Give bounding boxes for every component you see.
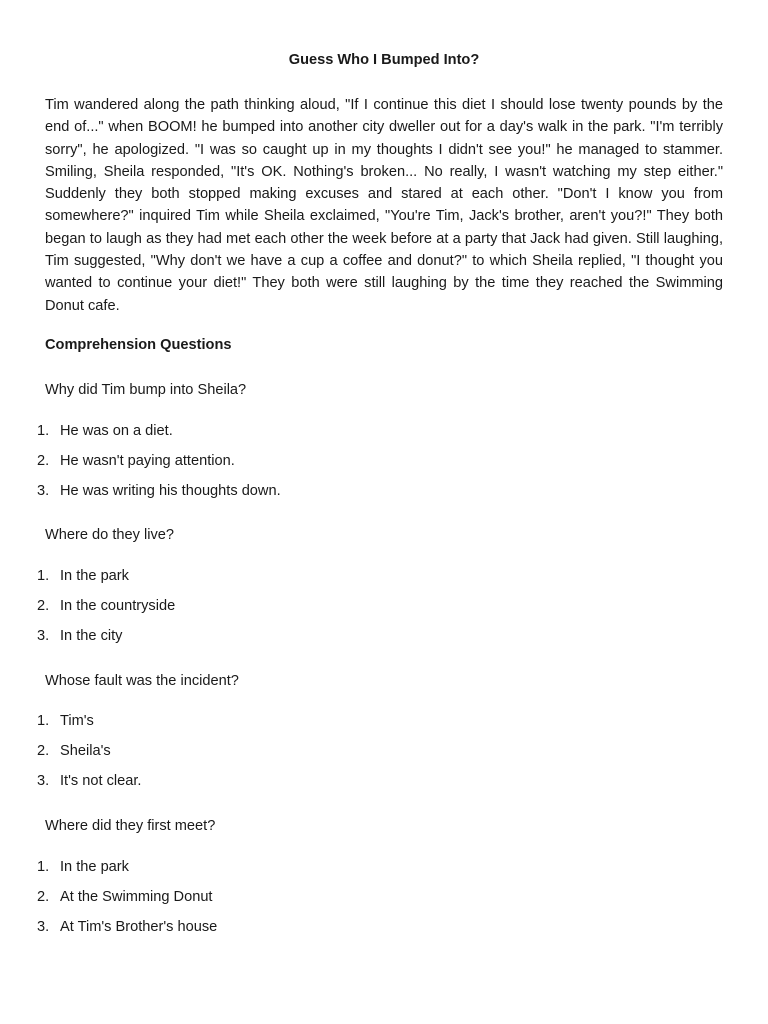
- answer-number: 3.: [37, 919, 50, 936]
- answer-text: In the park: [60, 568, 129, 584]
- answer-text: Tim's: [60, 713, 94, 729]
- answer-text: He was on a diet.: [60, 423, 173, 439]
- answer-number: 1.: [37, 568, 50, 584]
- answer-text: At the Swimming Donut: [60, 889, 213, 906]
- answer-text: In the park: [60, 859, 129, 875]
- answer-number: 1.: [37, 713, 50, 729]
- answer-number: 2.: [37, 453, 50, 470]
- section-heading: Comprehension Questions: [45, 337, 232, 353]
- answer-text: In the city: [60, 628, 123, 645]
- answer-number: 2.: [37, 889, 50, 906]
- question-4: Where did they first meet?: [45, 818, 216, 834]
- answer-text: In the countryside: [60, 598, 176, 615]
- question-3: Whose fault was the incident?: [45, 673, 239, 689]
- answer-text: Sheila's: [60, 743, 111, 760]
- answer-number: 3.: [37, 628, 50, 645]
- answer-number: 1.: [37, 423, 50, 439]
- answer-number: 3.: [37, 773, 50, 790]
- question-2: Where do they live?: [45, 527, 174, 543]
- answer-number: 3.: [37, 483, 50, 500]
- document-title: Guess Who I Bumped Into?: [288, 52, 480, 68]
- question-1: Why did Tim bump into Sheila?: [45, 382, 247, 398]
- answer-text: He was writing his thoughts down.: [60, 483, 281, 500]
- answer-text: He wasn't paying attention.: [60, 453, 235, 470]
- answer-number: 1.: [37, 859, 50, 875]
- story-paragraph: Tim wandered along the path thinking aloud, "If I continue this diet I should lose twenty pounds by the end of..." when BOOM! he bumped into another city dweller out for a day's walk in the park. "I'm terribly sorry", he apologized. "I was so caught up in my thoughts I didn't see you!" he managed to stammer. Smiling, Sheila responded, "It's OK. Nothing's broken... No really, I wasn't watching my step either." Suddenly they both stopped making excuses and stared at each other. "Don't I know you from somewhere?" inquired Tim while Sheila exclaimed, "You're Tim, Jack's brother, aren't you?!" They both began to laugh as they had met each other the week before at a party that Jack had given. Still laughing, Tim suggested, "Why don't we have a cup a coffee and donut?" to which Sheila replied, "I thought you wanted to continue your diet!" They both were still laughing by the time they reached the Swimming Donut cafe.: [45, 97, 723, 314]
- answer-number: 2.: [37, 598, 50, 615]
- answer-text: At Tim's Brother's house: [60, 919, 218, 936]
- answer-text: It's not clear.: [60, 773, 142, 790]
- answer-number: 2.: [37, 743, 50, 760]
